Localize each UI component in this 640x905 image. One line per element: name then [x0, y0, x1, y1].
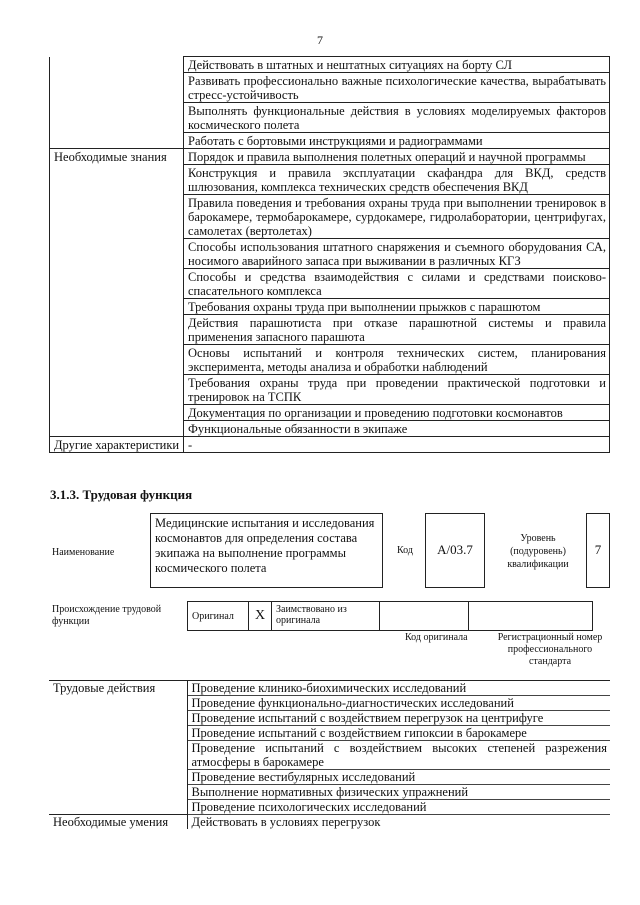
origin-label: Происхождение трудовой функции: [52, 604, 162, 627]
table-row: Проведение испытаний с воздействием гипоксии в барокамере: [187, 726, 610, 741]
table-row: Проведение психологических исследований: [187, 800, 610, 815]
reg-number-label: Регистрационный номер профессионального стандарта: [497, 632, 603, 667]
table-row: Проведение клинико-биохимических исследований: [187, 681, 610, 696]
table-row: Документация по организации и проведению подготовки космонавтов: [184, 405, 610, 421]
level-label: Уровень (подуровень) квалификации: [507, 533, 569, 570]
code-original-label: Код оригинала: [405, 632, 468, 643]
borrowed-cell: Заимствовано из оригинала: [271, 601, 380, 631]
table-row: Проведение вестибулярных исследований: [187, 770, 610, 785]
knowledge-table: [49, 56, 610, 453]
code-original-cell: [379, 601, 469, 631]
level-box: 7: [586, 513, 610, 588]
actions-table: [49, 681, 610, 829]
table-row: Основы испытаний и контроля технических систем, планирования эксперимента, методы анализа и обработки наблюдений: [184, 345, 610, 375]
table-row: Выполнять функциональные действия в условиях моделируемых факторов космического полета: [184, 103, 610, 133]
table-row: Проведение испытаний с воздействием перегрузок на центрифуге: [187, 711, 610, 726]
table-row: Работать с бортовыми инструкциями и радиограммами: [184, 133, 610, 149]
empty-label-cell: [50, 57, 184, 149]
table-row: Способы и средства взаимодействия с силами и средствами поисково-спасательного комплекса: [184, 269, 610, 299]
reg-number-cell: [468, 601, 593, 631]
table-row: Действовать в штатных и нештатных ситуациях на борту СЛ: [184, 57, 610, 73]
code-label: Код: [397, 545, 413, 556]
knowledge-label: Необходимые знания: [50, 149, 184, 437]
table-row: Выполнение нормативных физических упражнений: [187, 785, 610, 800]
table-row: Конструкция и правила эксплуатации скафандра для ВКД, средств шлюзования, комплекса технических средств обеспечения ВКД: [184, 165, 610, 195]
table-row: Порядок и правила выполнения полетных операций и научной программы: [184, 149, 610, 165]
other-characteristics-label: Другие характеристики: [50, 437, 184, 453]
table-row: Проведение испытаний с воздействием высоких степеней разрежения атмосферы в барокамере: [187, 741, 610, 770]
skills-label: Необходимые умения: [49, 815, 187, 830]
page-number: 7: [317, 33, 323, 47]
table-row: Правила поведения и требования охраны труда при выполнении тренировок в барокамере, термобарокамере, сурдокамере, гидролаборатории, центрифугах, самолетах (вертолетах): [184, 195, 610, 239]
table-row: Требования охраны труда при проведении практической подготовки и тренировок на ТСПК: [184, 375, 610, 405]
function-name-box: Медицинские испытания и исследования космонавтов для определения состава экипажа на выполнение программы космического полета: [150, 513, 383, 588]
table-row: Действовать в условиях перегрузок: [187, 815, 610, 830]
original-cell: Оригинал: [187, 601, 249, 631]
table-row: Способы использования штатного снаряжения и съемного оборудования СА, носимого аварийного запаса при выживании в различных КГЗ: [184, 239, 610, 269]
name-label: Наименование: [52, 547, 115, 558]
table-row: Проведение функционально-диагностических исследований: [187, 696, 610, 711]
table-row: Требования охраны труда при выполнении прыжков с парашютом: [184, 299, 610, 315]
table-row: Развивать профессионально важные психологические качества, вырабатывать стресс-устойчивость: [184, 73, 610, 103]
other-characteristics-value: -: [184, 437, 610, 453]
origin-row: [188, 601, 593, 631]
actions-label: Трудовые действия: [49, 681, 187, 815]
code-box: A/03.7: [425, 513, 485, 588]
table-row: Функциональные обязанности в экипаже: [184, 421, 610, 437]
original-mark: X: [248, 601, 272, 631]
table-row: Действия парашютиста при отказе парашютной системы и правила применения запасного парашюта: [184, 315, 610, 345]
section-title: 3.1.3. Трудовая функция: [50, 487, 193, 502]
